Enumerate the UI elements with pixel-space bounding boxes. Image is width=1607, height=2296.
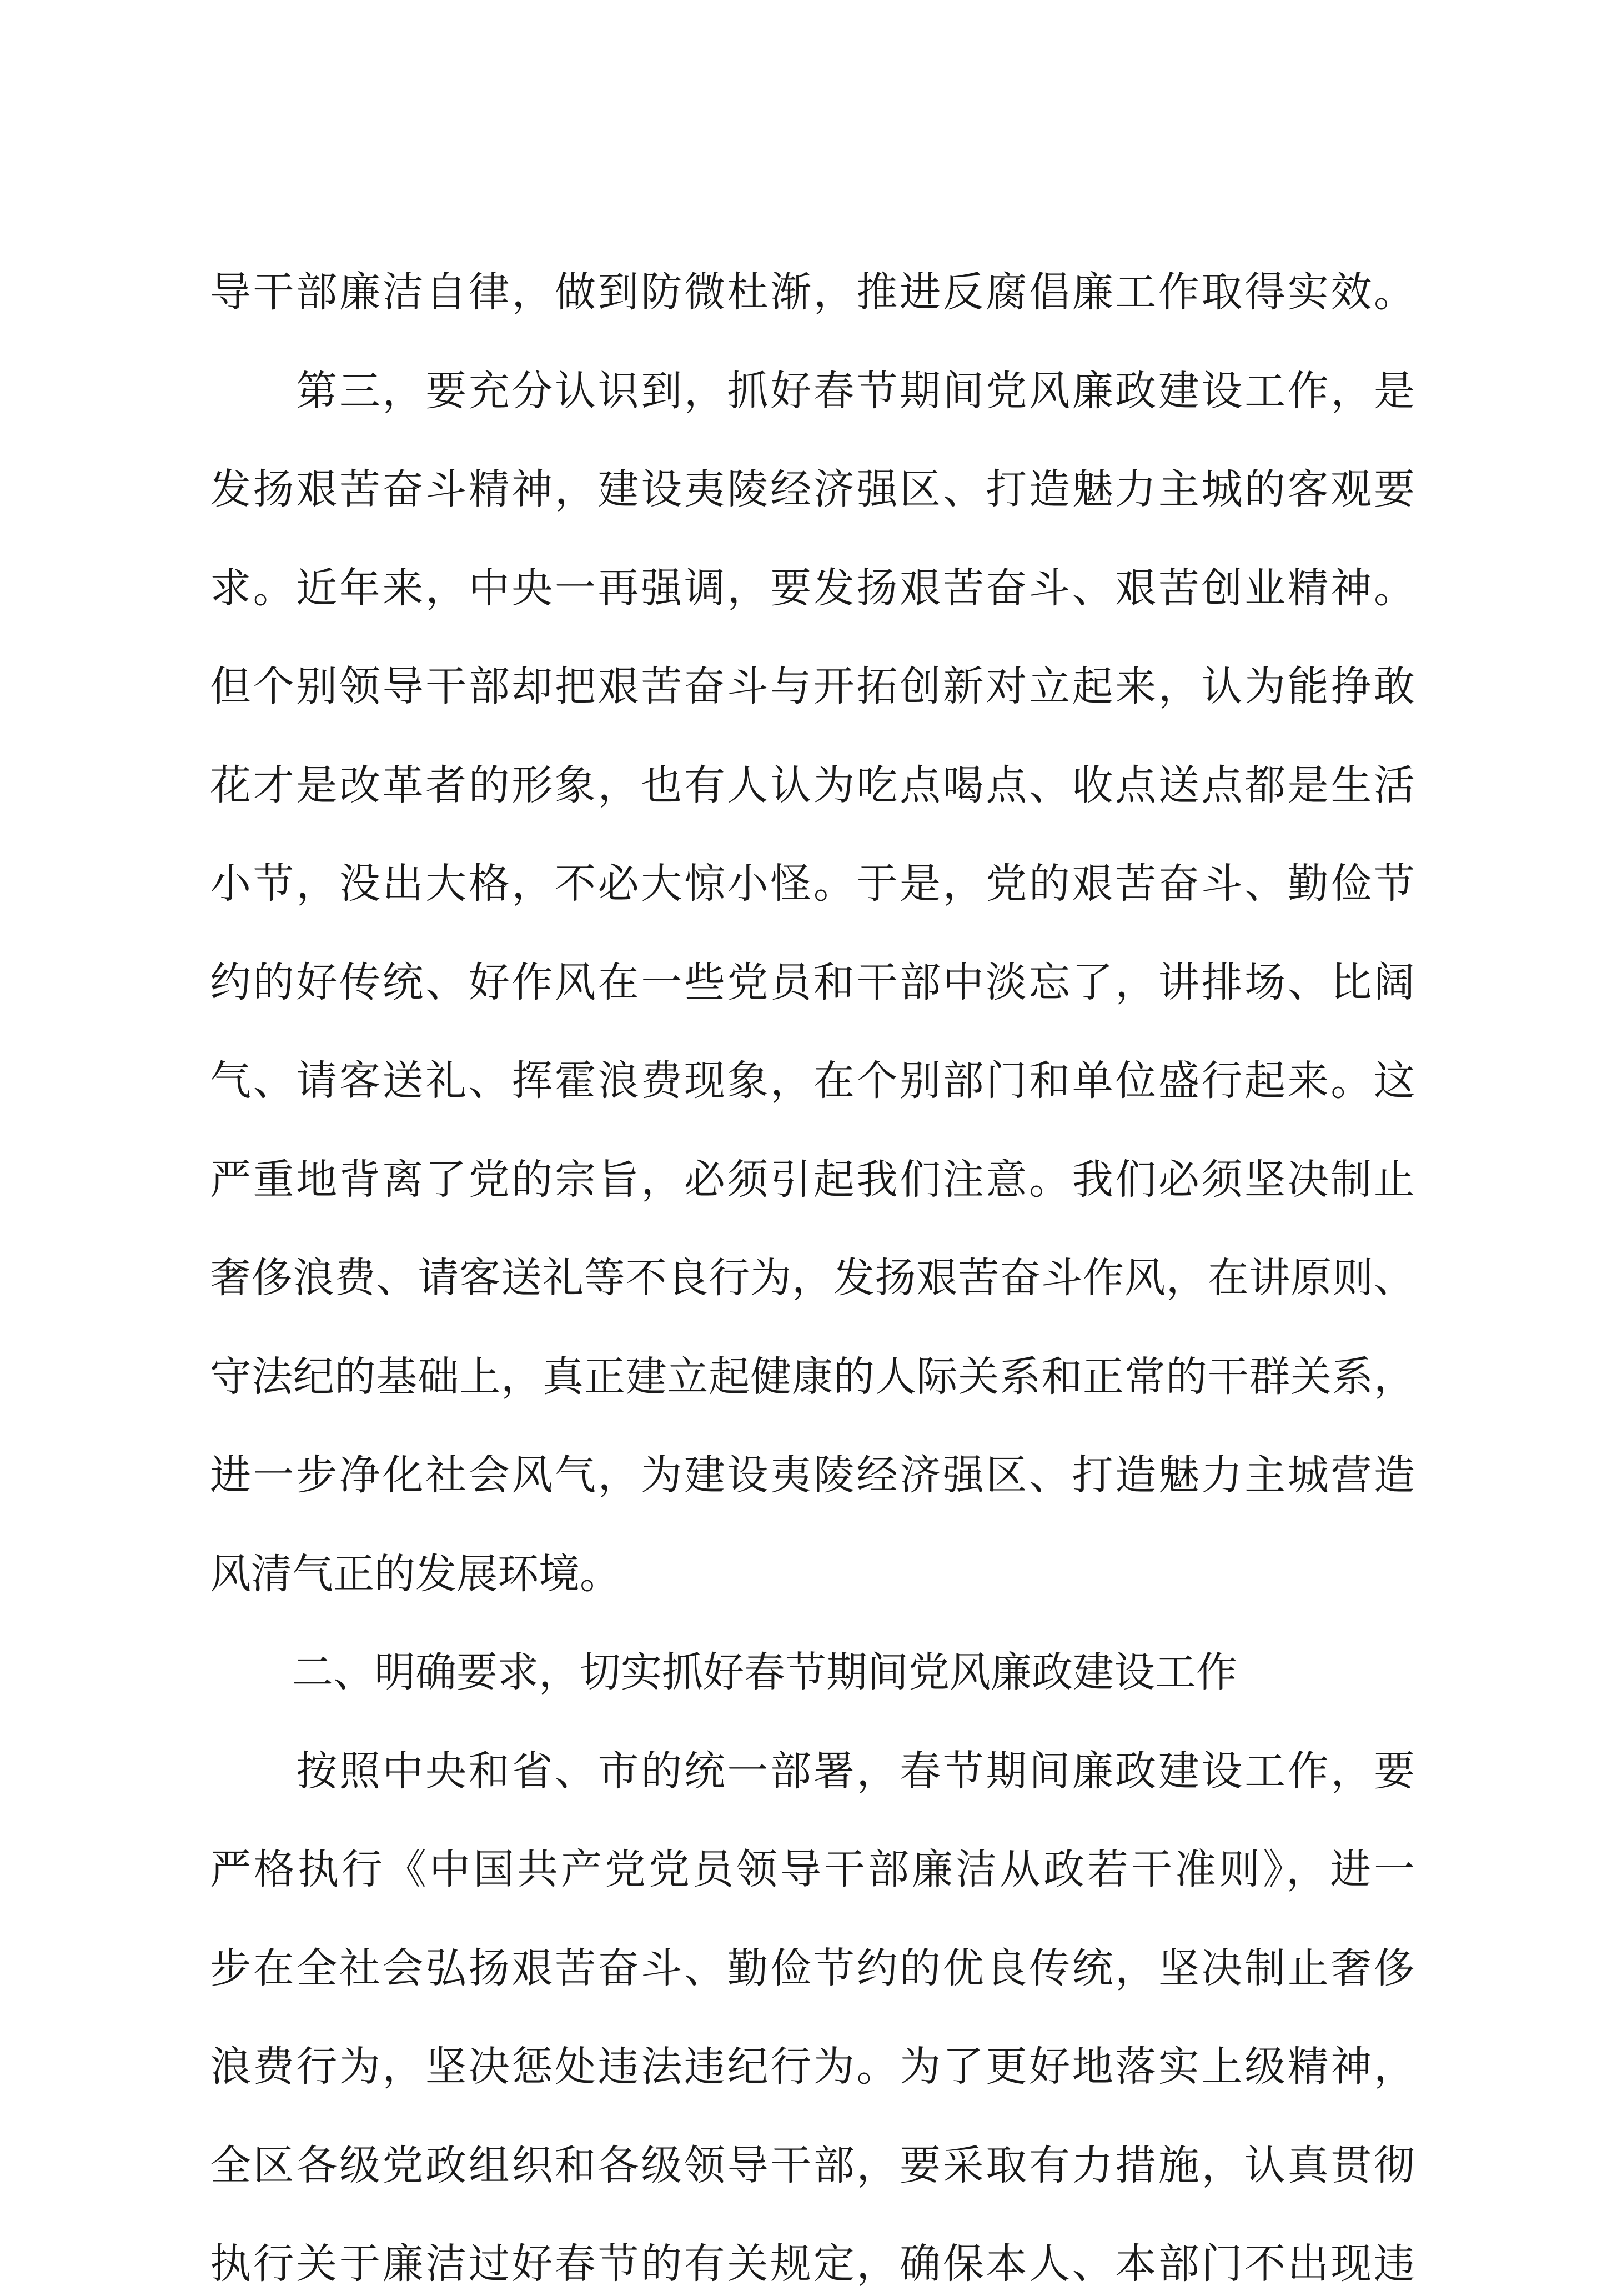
text-line: 守法纪的基础上，真正建立起健康的人际关系和正常的干群关系， — [210, 1353, 1415, 1401]
text-line: 严重地背离了党的宗旨，必须引起我们注意。我们必须坚决制止 — [210, 1156, 1415, 1204]
text-line: 发扬艰苦奋斗精神，建设夷陵经济强区、打造魅力主城的客观要 — [210, 465, 1415, 513]
text-line: 执行关于廉洁过好春节的有关规定，确保本人、本部门不出现违 — [210, 2240, 1415, 2288]
text-line: 花才是改革者的形象，也有人认为吃点喝点、收点送点都是生活 — [210, 761, 1415, 809]
text-line: 进一步净化社会风气，为建设夷陵经济强区、打造魅力主城营造 — [210, 1451, 1415, 1499]
text-line: 全区各级党政组织和各级领导干部，要采取有力措施，认真贯彻 — [210, 2142, 1415, 2189]
text-line: 奢侈浪费、请客送礼等不良行为，发扬艰苦奋斗作风，在讲原则、 — [210, 1254, 1415, 1302]
text-line: 导干部廉洁自律，做到防微杜渐，推进反腐倡廉工作取得实效。 — [210, 268, 1415, 316]
text-line: 求。近年来，中央一再强调，要发扬艰苦奋斗、艰苦创业精神。 — [210, 564, 1415, 612]
section-heading: 二、明确要求，切实抓好春节期间党风廉政建设工作 — [210, 1648, 1237, 1696]
text-line: 气、请客送礼、挥霍浪费现象，在个别部门和单位盛行起来。这 — [210, 1057, 1415, 1105]
text-line: 小节，没出大格，不必大惊小怪。于是，党的艰苦奋斗、勤俭节 — [210, 860, 1415, 908]
text-line: 风清气正的发展环境。 — [210, 1550, 621, 1598]
text-line: 约的好传统、好作风在一些党员和干部中淡忘了，讲排场、比阔 — [210, 959, 1415, 1006]
text-line: 严格执行《中国共产党党员领导干部廉洁从政若干准则》，进一 — [210, 1846, 1415, 1893]
text-line: 但个别领导干部却把艰苦奋斗与开拓创新对立起来，认为能挣敢 — [210, 663, 1415, 710]
text-line: 按照中央和省、市的统一部署，春节期间廉政建设工作，要 — [210, 1747, 1415, 1795]
text-line: 浪费行为，坚决惩处违法违纪行为。为了更好地落实上级精神， — [210, 2043, 1415, 2091]
text-line: 步在全社会弘扬艰苦奋斗、勤俭节约的优良传统，坚决制止奢侈 — [210, 1944, 1415, 1992]
text-line: 第三，要充分认识到，抓好春节期间党风廉政建设工作，是 — [210, 367, 1415, 415]
